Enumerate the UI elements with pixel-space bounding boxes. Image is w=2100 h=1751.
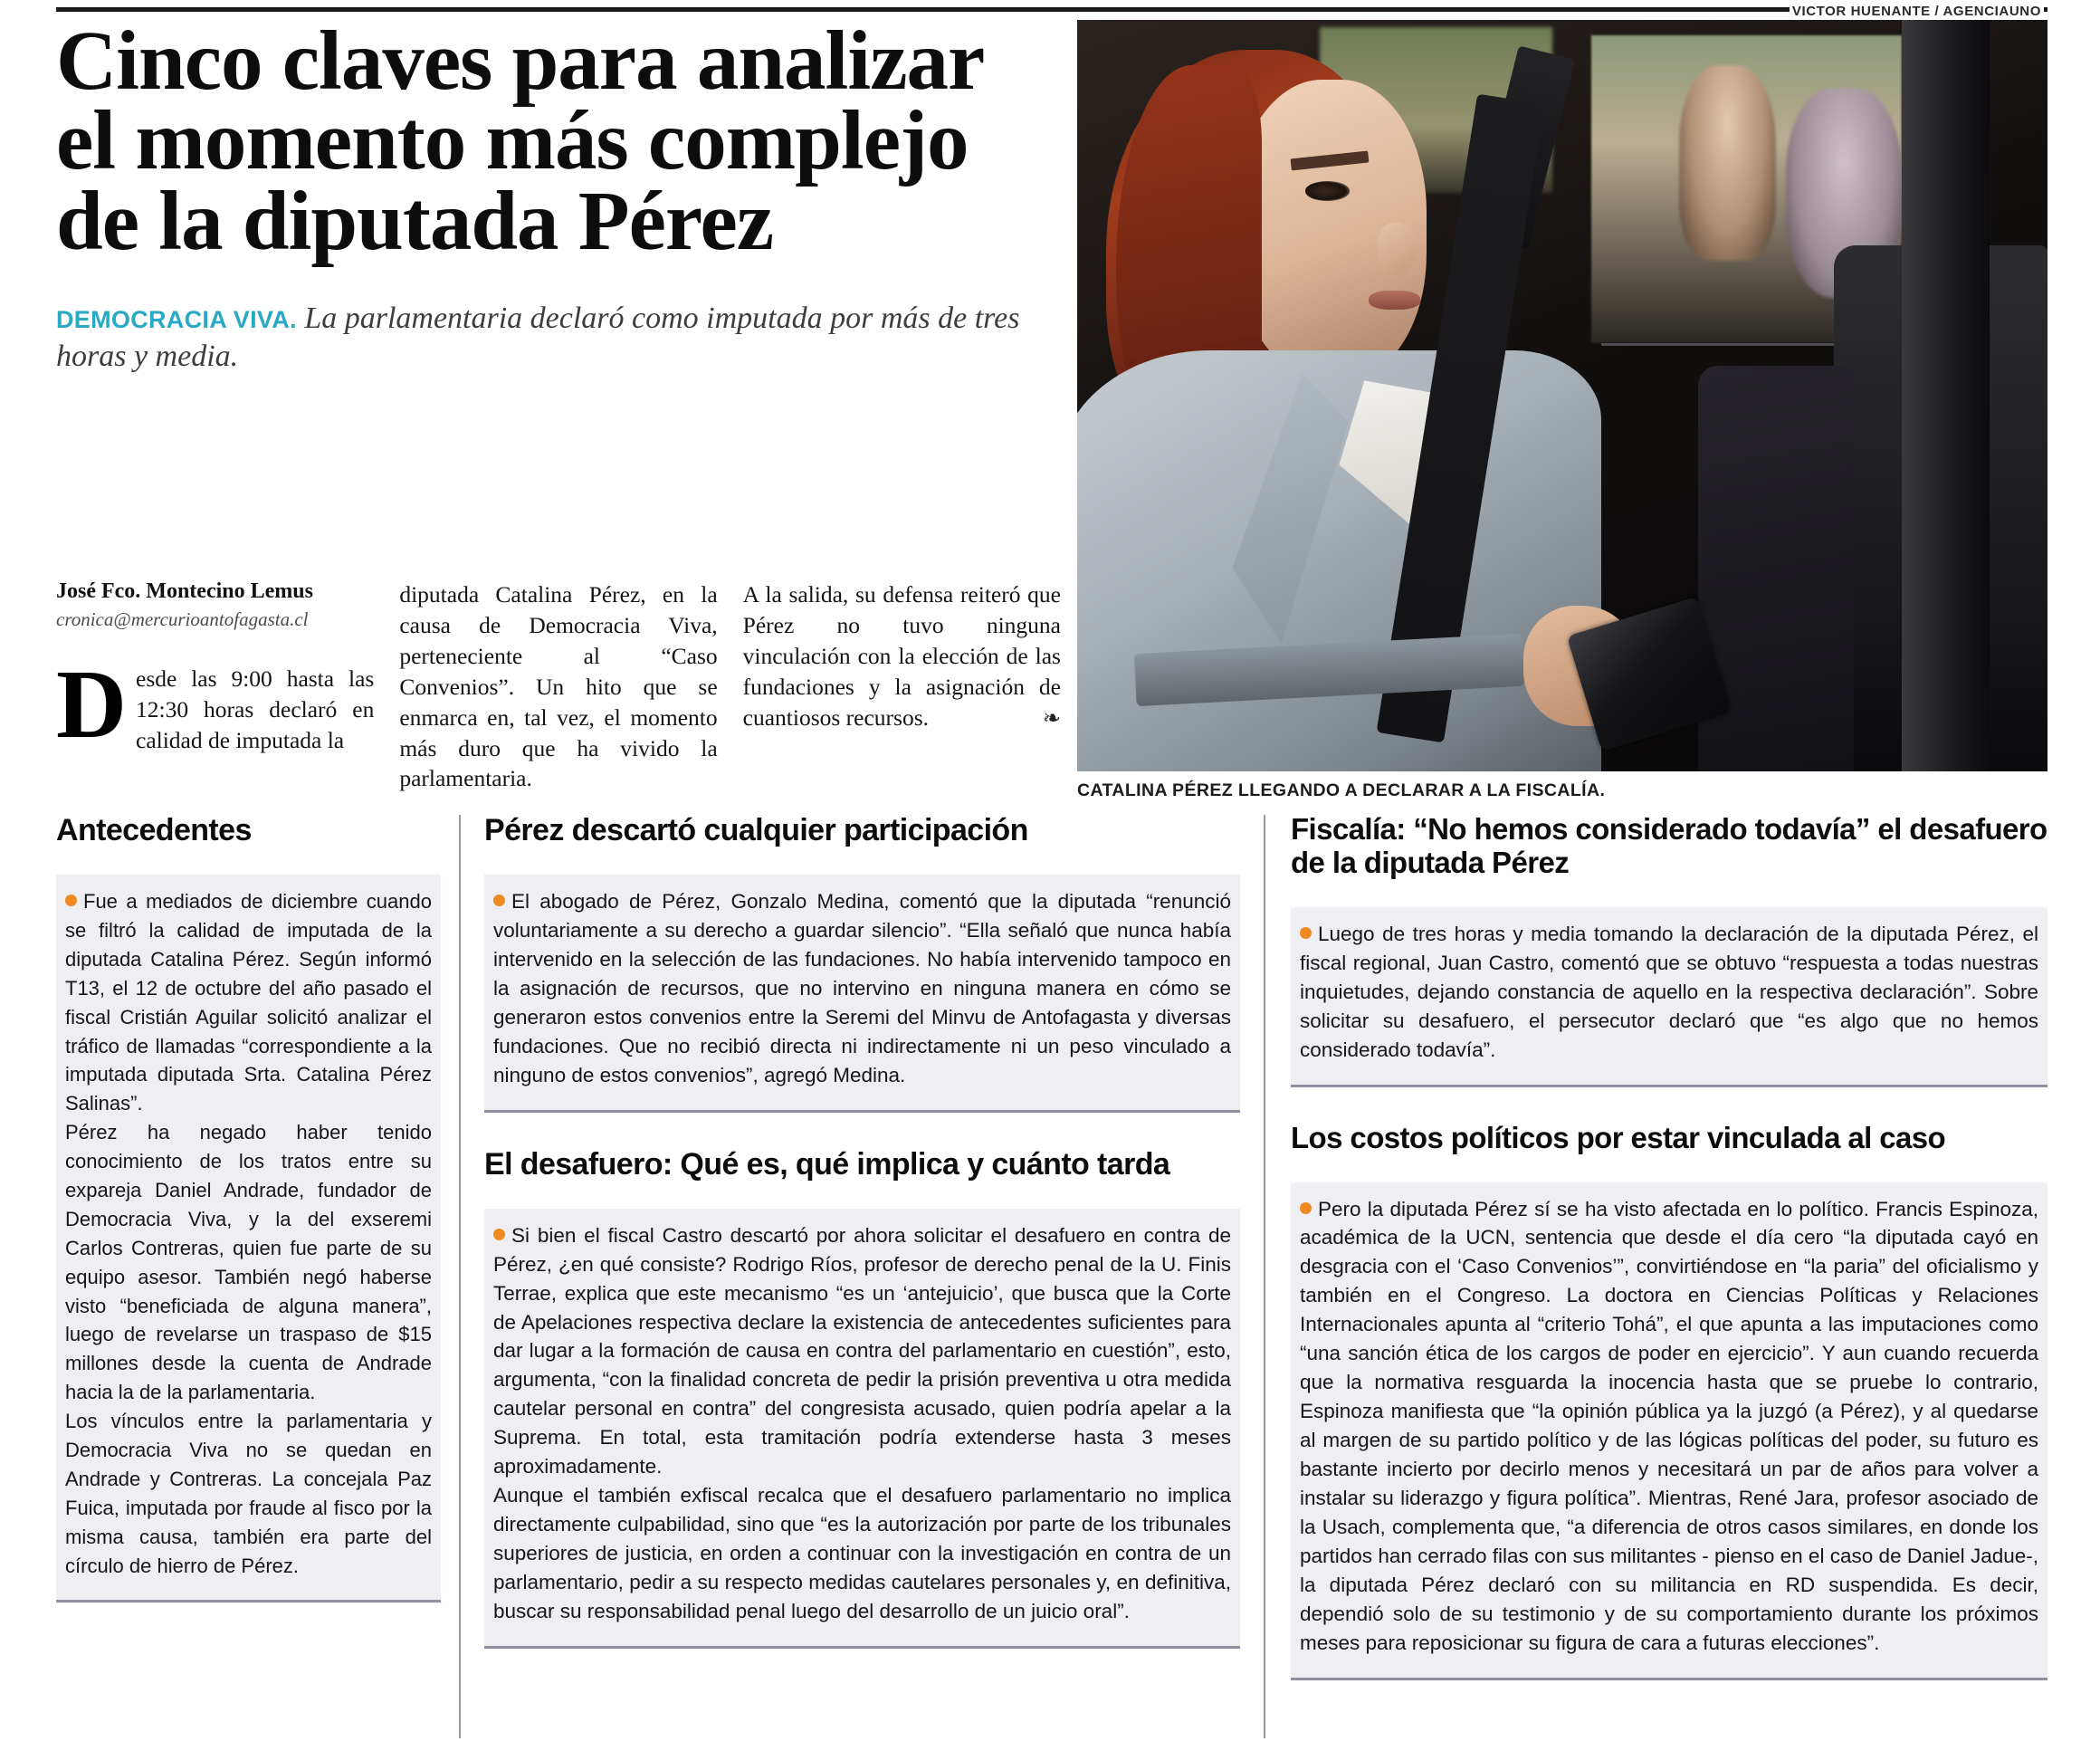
- desafuero-text-1: Si bien el fiscal Castro descartó por ahora solicitar el desafuero en contra de Pérez, ¿en qué consiste? Rodrigo Ríos, profesor de derecho penal de la U. Finis Terrae, explica que este mecanismo “es un ‘antejuicio’, que busca que la Corte de Apelaciones respectiva declare la existencia de antecedentes suficientes para dar lugar a la formación de causa en contra del parlamentario en cuestión”, esto, argumenta, “con la finalidad concreta de pedir la prisión preventiva u otra medida cautelar personal en contra” del congresista acusado, quien podría apelar a la Suprema. En total, esta tramitación podría extenderse hasta 3 meses aproximadamente.: [493, 1223, 1231, 1478]
- section-title-fiscalia: Fiscalía: “No hemos considerado todavía” el desafuero de la diputada Pérez: [1291, 812, 2048, 879]
- descarto-paragraph-1: [493, 887, 1231, 1090]
- deck: [56, 300, 1043, 375]
- antecedentes-paragraph-3: Los vínculos entre la parlamentaria y Democracia Viva no se quedan en Andrade y Contreras. La concejala Paz Fuica, imputada por fraude al fisco por la misma causa, también era parte del círculo de hierro de Pérez.: [65, 1410, 432, 1577]
- bullet-dot-icon: [65, 895, 77, 906]
- lead-paragraph-1: esde las 9:00 hasta las 12:30 horas declaró en calidad de imputada la: [136, 665, 375, 753]
- antecedentes-paragraph-2: Pérez ha negado haber tenido conocimiento de los tratos entre su expareja Daniel Andrade, fundador de Democracia Viva, y la del exseremi Carlos Contreras, quien fue parte de su equipo asesor. También negó haberse visto “beneficiada de alguna manera”, luego de revelarse un traspaso de $15 millones desde la cuenta de Andrade hacia la de la parlamentaria.: [65, 1121, 432, 1404]
- article-photo: [1077, 4, 2048, 771]
- photo-credit: VICTOR HUENANTE / AGENCIAUNO: [1790, 3, 2044, 20]
- antecedentes-box: [56, 875, 441, 1603]
- desafuero-paragraph-1: [493, 1221, 1231, 1481]
- photo-eye: [1305, 181, 1350, 201]
- photo-car-pillar: [1902, 20, 1989, 771]
- section-title-costos: Los costos políticos por estar vinculada al caso: [1291, 1120, 1946, 1154]
- fiscalia-paragraph-1: [1300, 920, 2038, 1065]
- photo-caption: CATALINA PÉREZ LLEGANDO A DECLARAR A LA FISCALÍA.: [1077, 780, 1606, 800]
- photo-lips: [1369, 291, 1421, 311]
- desafuero-box: [484, 1209, 1240, 1649]
- section-title-antecedentes: Antecedentes: [56, 813, 252, 847]
- lead-text-1: [56, 651, 375, 759]
- byline-author: José Fco. Montecino Lemus: [56, 579, 313, 603]
- photo-nose: [1378, 223, 1417, 275]
- desafuero-paragraph-2: Aunque el también exfiscal recalca que el desafuero parlamentario no implica directamente culpabilidad, sino que “es la autorización por parte de los tribunales superiores de justicia, en orden a continuar con la investigación en contra de un parlamentario, pedir a su respecto medidas cautelares personales y, en definitiva, buscar su responsabilidad penal luego del desarrollo de un juicio oral”.: [493, 1484, 1231, 1622]
- section-title-descarto: Pérez descartó cualquier participación: [484, 813, 1028, 847]
- deck-text: La parlamentaria declaró como imputada por más de tres horas y media.: [56, 301, 1020, 373]
- antecedentes-paragraph-1: [65, 887, 432, 1118]
- middle-column: [459, 813, 1264, 1746]
- drop-cap: D: [56, 651, 127, 759]
- costos-box: [1291, 1182, 2048, 1680]
- right-column: [1264, 813, 2048, 1746]
- bullet-dot-icon: [1300, 1202, 1312, 1214]
- section-title-desafuero: El desafuero: Qué es, qué implica y cuánto tarda: [484, 1146, 1170, 1182]
- costos-paragraph-1: [1300, 1195, 2038, 1658]
- photo-image: [1077, 20, 2048, 771]
- costos-text-1: Pero la diputada Pérez sí se ha visto afectada en lo político. Francis Espinoza, académica de la UCN, sentencia que desde el día cero “la diputada cayó en desgracia con el ‘Caso Convenios’”, convirtiéndose en “la paria” del oficialismo y también en el Congreso. La doctora en Ciencias Políticas y Relaciones Internacionales apunta al “criterio Tohá”, el que apunta a las imputaciones como “una sanción ética de los cargos de poder en ejercicio”. Y aun cuando recuerda que la normativa resguarda la inocencia hasta que se pruebe lo contrario, Espinoza manifiesta que “la opinión pública ya la juzgó (a Pérez), y al quedarse al margen de su partido político y de las lógicas políticas del poder, su futuro es bastante incierto por decirlo menos y necesitará un par de años para volver a instalar su liderazgo y figura política”. Mientras, René Jara, profesor asociado de la Usach, complementa que, “a diferencia de otros casos similares, en donde los partidos han cerrado filas con sus militantes - pienso en el caso de Daniel Jadue-, la diputada Pérez declaró con su militancia en RD suspendida. Es decir, dependió solo de su testimonio y de su comportamiento durante los próximos meses para reposicionar su figura de cara a futuras elecciones”.: [1300, 1197, 2038, 1654]
- end-mark-icon: ❧: [1042, 704, 1061, 731]
- lead-text-3: [743, 579, 1061, 732]
- deck-kicker: DEMOCRACIA VIVA.: [56, 306, 297, 334]
- lead-paragraph-2: diputada Catalina Pérez, en la causa de Democracia Viva, perteneciente al “Caso Convenios”. Un hito que se enmarca en, tal vez, el momento más duro que ha vivido la parlamentaria.: [399, 581, 718, 792]
- fiscalia-box: [1291, 907, 2048, 1087]
- bullet-dot-icon: [1300, 927, 1312, 939]
- top-rule: [56, 7, 2048, 12]
- lead-column-1: [56, 579, 374, 794]
- lead-paragraph-3: A la salida, su defensa reiteró que Pérez no tuvo ninguna vinculación con la elección de las fundaciones y la asignación de cuantiosos recursos.: [742, 581, 1061, 731]
- fiscalia-text-1: Luego de tres horas y media tomando la declaración de la diputada Pérez, el fiscal regional, Juan Castro, comentó que se obtuvo “respuesta a todas nuestras inquietudes, dejando constancia de aquello en la respectiva declaración”. Sobre solicitar su desafuero, el persecutor declaró que “es algo que no hemos considerado todavía”.: [1300, 922, 2038, 1061]
- descarto-box: [484, 875, 1240, 1113]
- antecedentes-text-1: Fue a mediados de diciembre cuando se filtró la calidad de imputada de la diputada Catalina Pérez. Según informó T13, el 12 de octubre del año pasado el fiscal Cristián Aguilar solicitó analizar el tráfico de llamadas “correspondiente a la imputada diputada Srta. Catalina Pérez Salinas”.: [65, 890, 432, 1115]
- lead-columns: [56, 579, 1061, 794]
- lead-column-2: [399, 579, 717, 794]
- bullet-dot-icon: [493, 895, 505, 906]
- descarto-text-1: El abogado de Pérez, Gonzalo Medina, comentó que la diputada “renunció voluntariamente a su derecho a guardar silencio”. “Ella señaló que nunca había intervenido en la selección de las fundaciones. No había intervenido tampoco en la asignación de recursos, que no intervino en ninguna manera en cómo se generaron estos convenios entre la Seremi del Minvu de Antofagasta y diversas fundaciones. Que no recibió directa ni indirectamente ni un peso vinculado a ninguno de estos convenios”, agregó Medina.: [493, 890, 1231, 1086]
- lower-sections: [56, 813, 2048, 1746]
- byline-email: cronica@mercurioantofagasta.cl: [56, 608, 309, 630]
- bullet-dot-icon: [493, 1229, 505, 1240]
- section-antecedentes: [56, 813, 459, 1746]
- photo-bystander-1: [1679, 65, 1776, 261]
- lead-text-2: [399, 579, 717, 794]
- page-title: Cinco claves para analizar el momento más complejo de la diputada Pérez: [56, 14, 983, 268]
- lead-column-3: [743, 579, 1061, 794]
